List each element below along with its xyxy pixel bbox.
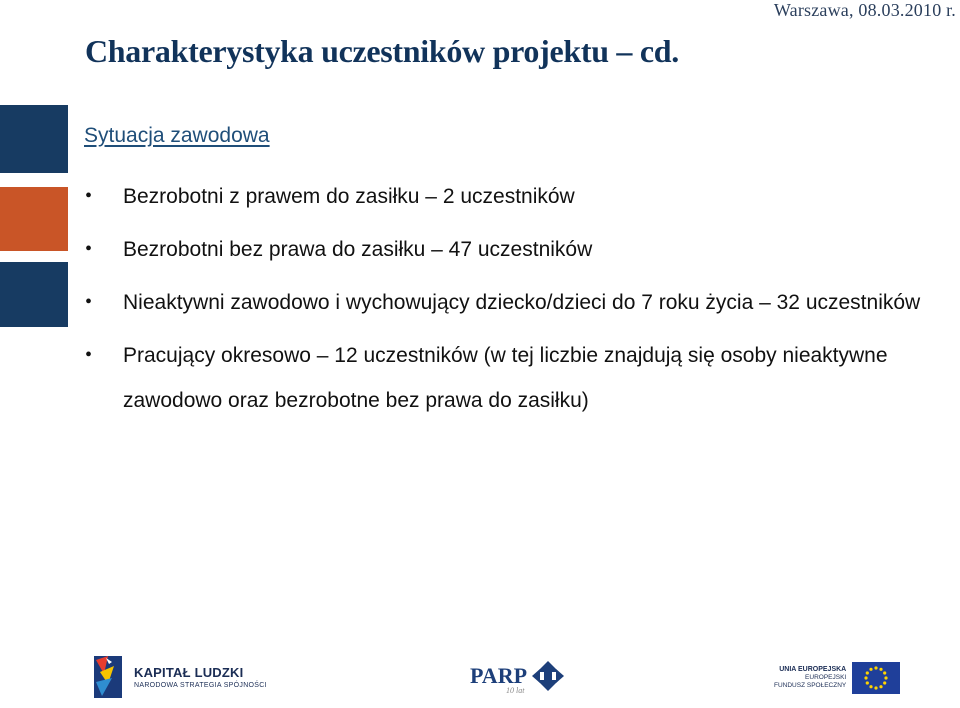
section-heading: Sytuacja zawodowa — [84, 124, 270, 147]
eu-line-1: UNIA EUROPEJSKA — [779, 666, 847, 673]
parp-subtitle: 10 lat — [506, 686, 525, 695]
parp-text: PARP — [470, 663, 528, 688]
eu-flag-icon — [852, 662, 900, 694]
parp-logo — [470, 660, 565, 695]
bullet-icon: • — [85, 185, 93, 207]
footer-logos — [0, 648, 960, 708]
accent-bar-orange — [0, 187, 68, 251]
eu-text — [774, 666, 846, 690]
slide-title: Charakterystyka uczestników projektu – cd. — [85, 33, 679, 69]
list-item — [84, 174, 924, 219]
accent-bar-blue-bottom — [0, 262, 68, 327]
list-item-text: Bezrobotni bez prawa do zasiłku – 47 uczestników — [123, 238, 593, 261]
kapital-ludzki-title: KAPITAŁ LUDZKI — [134, 665, 244, 680]
bullet-list — [84, 174, 924, 431]
eu-line-2: EUROPEJSKI — [805, 674, 847, 681]
kapital-ludzki-subtitle: NARODOWA STRATEGIA SPÓJNOŚCI — [134, 682, 267, 689]
date-label: Warszawa, 08.03.2010 r. — [773, 0, 956, 20]
list-item-text: Pracujący okresowo – 12 uczestników (w tej liczbie znajdują się osoby nieaktywne zawodowo oraz bezrobotne bez prawa do zasiłku) — [123, 344, 888, 412]
list-item — [84, 333, 924, 423]
bullet-icon: • — [85, 291, 93, 313]
kapital-ludzki-logo — [92, 654, 267, 700]
bullet-icon: • — [85, 344, 93, 366]
bullet-icon: • — [85, 238, 93, 260]
accent-bar-blue-top — [0, 105, 68, 173]
parp-arrows-icon — [531, 660, 565, 692]
list-item — [84, 280, 924, 325]
list-item-text: Nieaktywni zawodowo i wychowujący dziecko/dzieci do 7 roku życia – 32 uczestników — [123, 291, 921, 314]
list-item-text: Bezrobotni z prawem do zasiłku – 2 uczestników — [123, 185, 575, 208]
eu-line-3: FUNDUSZ SPOŁECZNY — [774, 682, 847, 689]
list-item — [84, 227, 924, 272]
eu-logo — [774, 662, 900, 694]
kapital-ludzki-emblem-icon — [92, 654, 126, 700]
